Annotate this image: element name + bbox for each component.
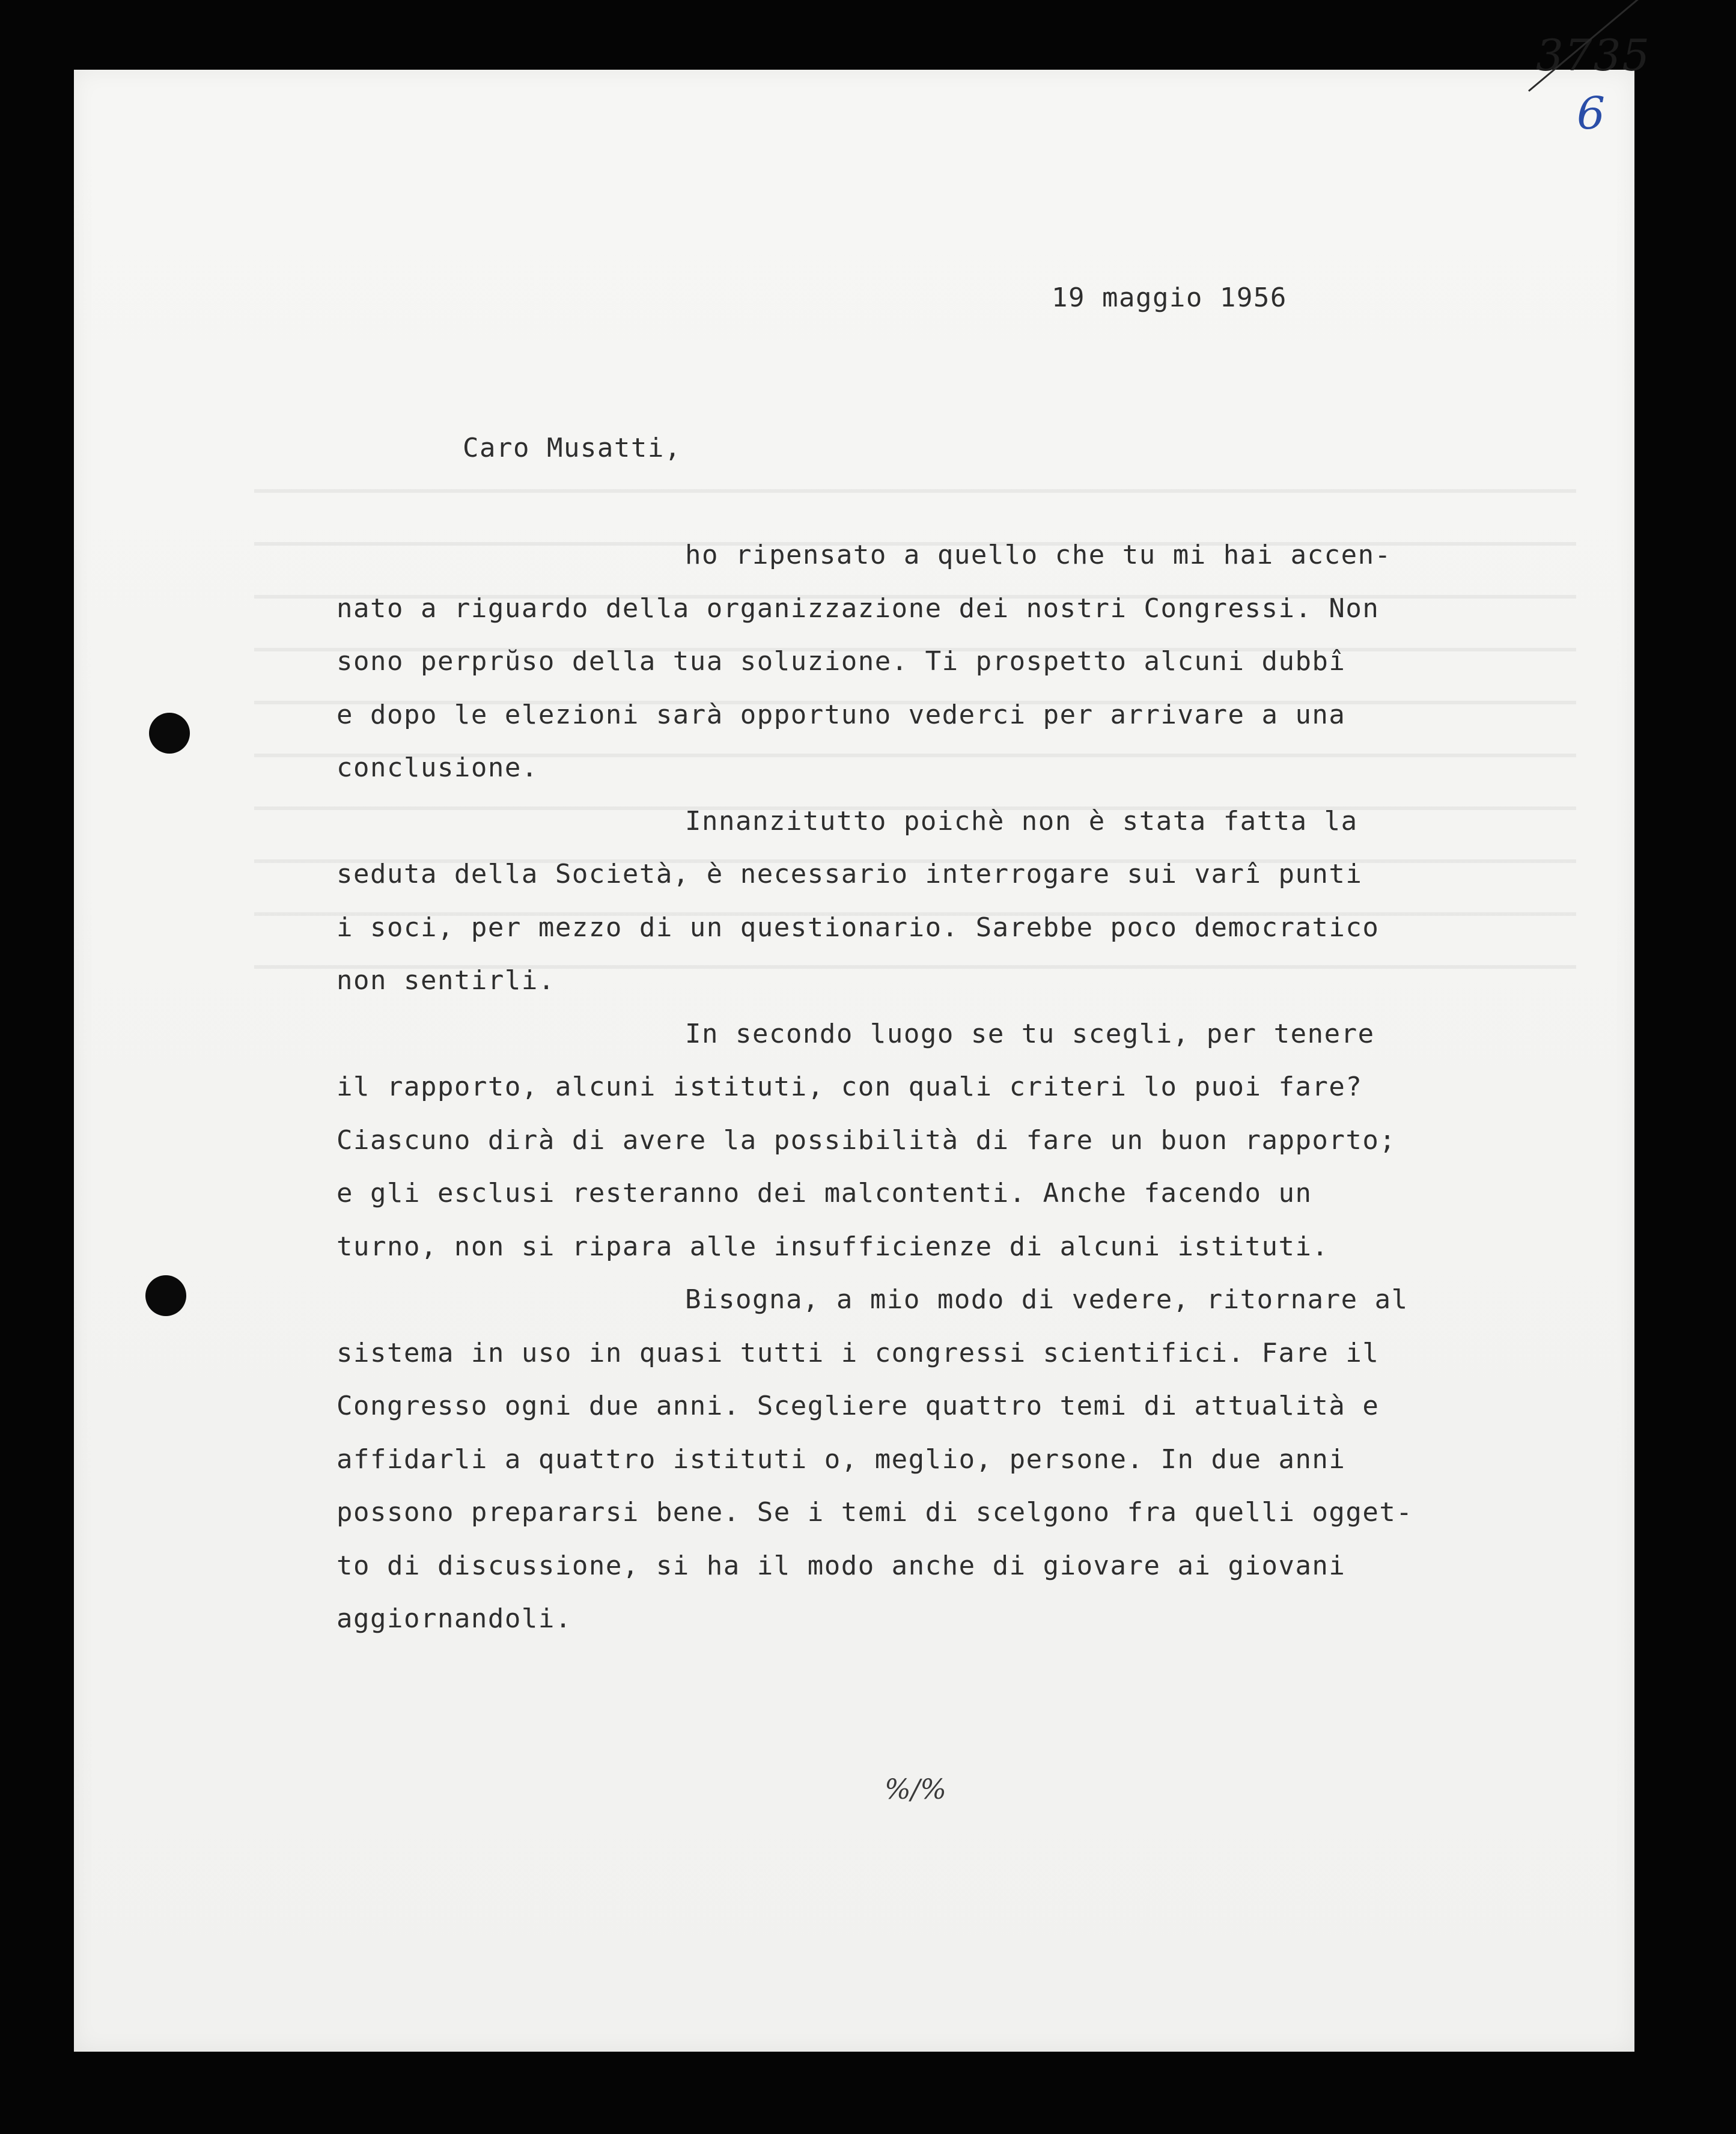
body-line: ho ripensato a quello che tu mi hai accen- (685, 540, 1392, 570)
body-line: e dopo le elezioni sarà opportuno vederci per arrivare a una (337, 699, 1346, 730)
archive-number-bottom: 6 (1577, 88, 1606, 139)
body-line: il rapporto, alcuni istituti, con quali criteri lo puoi fare? (337, 1072, 1363, 1102)
body-line: Congresso ogni due anni. Scegliere quattro temi di attualità e (337, 1391, 1380, 1421)
typist-initials: %/% (885, 1773, 946, 1805)
body-line: to di discussione, si ha il modo anche di giovare ai giovani (337, 1550, 1346, 1581)
body-line: Bisogna, a mio modo di vedere, ritornare al (685, 1284, 1409, 1315)
archive-number-annotation (1523, 18, 1679, 168)
body-line: sistema in uso in quasi tutti i congressi scientifici. Fare il (337, 1337, 1380, 1368)
body-line: i soci, per mezzo di un questionario. Sarebbe poco democratico (337, 912, 1380, 943)
body-line: sono perprŭso della tua soluzione. Ti prospetto alcuni dubbî (337, 646, 1346, 677)
body-line: In secondo luogo se tu scegli, per tenere (685, 1018, 1375, 1049)
archive-number-top: 3735 (1536, 30, 1651, 81)
body-line: turno, non si ripara alle insufficienze di alcuni istituti. (337, 1231, 1329, 1262)
body-line: aggiornandoli. (337, 1603, 572, 1634)
body-line: affidarli a quattro istituti o, meglio, persone. In due anni (337, 1443, 1346, 1475)
body-line: non sentirli. (337, 965, 555, 996)
body-line: nato a riguardo della organizzazione dei nostri Congressi. Non (337, 593, 1380, 624)
body-line: Innanzitutto poichè non è stata fatta la (685, 805, 1358, 837)
body-line: possono prepararsi bene. Se i temi di scelgono fra quelli ogget- (337, 1497, 1413, 1528)
letter-date: 19 maggio 1956 (1052, 282, 1287, 313)
letter-body (337, 529, 1628, 1646)
letter-salutation: Caro Musatti, (463, 433, 681, 463)
body-line: seduta della Società, è necessario interrogare sui varî punti (337, 859, 1363, 889)
punch-hole (149, 713, 190, 754)
body-line: e gli esclusi resteranno dei malcontenti. Anche facendo un (337, 1178, 1312, 1209)
body-line: conclusione. (337, 752, 538, 783)
punch-hole (145, 1275, 186, 1316)
body-line: Ciascuno dirà di avere la possibilità di fare un buon rapporto; (337, 1124, 1396, 1156)
